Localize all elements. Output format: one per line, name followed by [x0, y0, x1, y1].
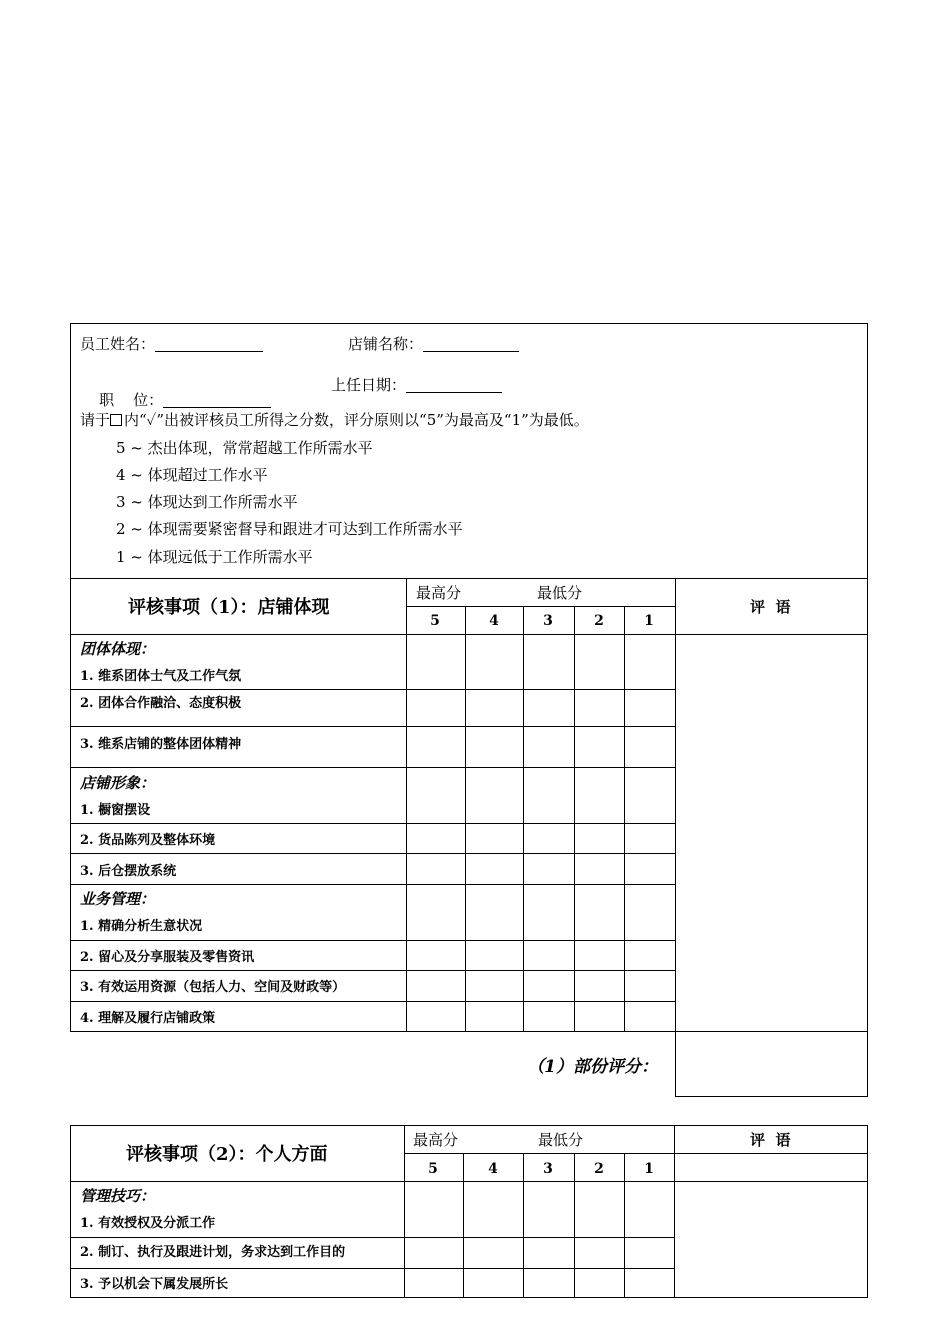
min-score-label: 最低分 — [537, 584, 583, 602]
instructions-prefix: 请于 — [80, 411, 111, 429]
score-header-2: 2 — [594, 1161, 604, 1177]
category-business: 业务管理： — [80, 890, 156, 908]
score-header-5: 5 — [430, 613, 440, 629]
score-header-5: 5 — [428, 1161, 438, 1177]
shop-name-label: 店铺名称： — [348, 335, 424, 353]
category-team: 团体体现： — [80, 640, 156, 658]
section-2-comment-box[interactable] — [675, 1182, 866, 1297]
category-shop-image: 店铺形象： — [80, 774, 156, 792]
section-1-comment-box[interactable] — [676, 635, 867, 1031]
shop-name-field[interactable] — [348, 337, 519, 352]
instructions-text: 内“✓”出被评核员工所得之分数，评分原则以“5”为最高及“1”为最低。 — [124, 411, 589, 429]
max-score-label: 最高分 — [416, 584, 462, 602]
score-header-1: 1 — [644, 1161, 654, 1177]
scale-item: 3 ~ 体现达到工作所需水平 — [116, 493, 298, 511]
criteria-item: 2. 货品陈列及整体环境 — [80, 833, 216, 848]
criteria-item: 3. 有效运用资源（包括人力、空间及财政等） — [80, 980, 346, 995]
position-label: 职 位： — [99, 391, 164, 409]
score-header-2: 2 — [594, 613, 604, 629]
criteria-item: 1. 精确分析生意状况 — [80, 919, 203, 934]
scale-item: 2 ~ 体现需要紧密督导和跟进才可达到工作所需水平 — [116, 520, 463, 538]
comment-header: 评 语 — [750, 1131, 791, 1149]
score-header-1: 1 — [644, 613, 654, 629]
instructions — [80, 413, 589, 428]
shop-name-blank[interactable] — [423, 337, 519, 352]
criteria-item: 1. 有效授权及分派工作 — [80, 1216, 216, 1231]
criteria-item: 2. 团体合作融洽、态度积极 — [80, 696, 242, 711]
scale-item: 4 ~ 体现超过工作水平 — [116, 466, 268, 484]
score-header-4: 4 — [489, 613, 499, 629]
score-header-3: 3 — [543, 1161, 553, 1177]
criteria-item: 3. 后仓摆放系统 — [80, 864, 177, 879]
scale-item: 1 ~ 体现远低于工作所需水平 — [116, 548, 313, 566]
checkbox-icon — [110, 414, 122, 426]
position-blank[interactable] — [163, 393, 271, 408]
comment-header: 评 语 — [750, 598, 791, 616]
criteria-item: 1. 橱窗摆设 — [80, 803, 151, 818]
criteria-item: 4. 理解及履行店铺政策 — [80, 1011, 216, 1026]
start-date-field[interactable] — [331, 378, 502, 393]
criteria-item: 2. 制订、执行及跟进计划，务求达到工作目的 — [80, 1245, 346, 1260]
section-2-title: 评核事项（2）：个人方面 — [126, 1144, 328, 1165]
section-1-subtotal-box[interactable] — [676, 1032, 867, 1096]
section-1-title: 评核事项（1）：店铺体现 — [128, 597, 330, 618]
criteria-item: 2. 留心及分享服装及零售资讯 — [80, 950, 255, 965]
criteria-item: 3. 维系店铺的整体团体精神 — [80, 737, 242, 752]
criteria-item: 3. 予以机会下属发展所长 — [80, 1277, 229, 1292]
employee-name-field[interactable] — [80, 337, 263, 352]
employee-name-blank[interactable] — [155, 337, 263, 352]
min-score-label: 最低分 — [538, 1131, 584, 1149]
category-management: 管理技巧： — [80, 1187, 156, 1205]
score-header-4: 4 — [488, 1161, 498, 1177]
score-header-3: 3 — [543, 613, 553, 629]
start-date-label: 上任日期： — [331, 376, 407, 394]
start-date-blank[interactable] — [406, 378, 502, 393]
employee-name-label: 员工姓名： — [80, 335, 156, 353]
criteria-item: 1. 维系团体士气及工作气氛 — [80, 669, 242, 684]
scale-item: 5 ~ 杰出体现，常常超越工作所需水平 — [116, 439, 373, 457]
section-1-subtotal-label: （1）部份评分： — [527, 1057, 658, 1077]
max-score-label: 最高分 — [413, 1131, 459, 1149]
